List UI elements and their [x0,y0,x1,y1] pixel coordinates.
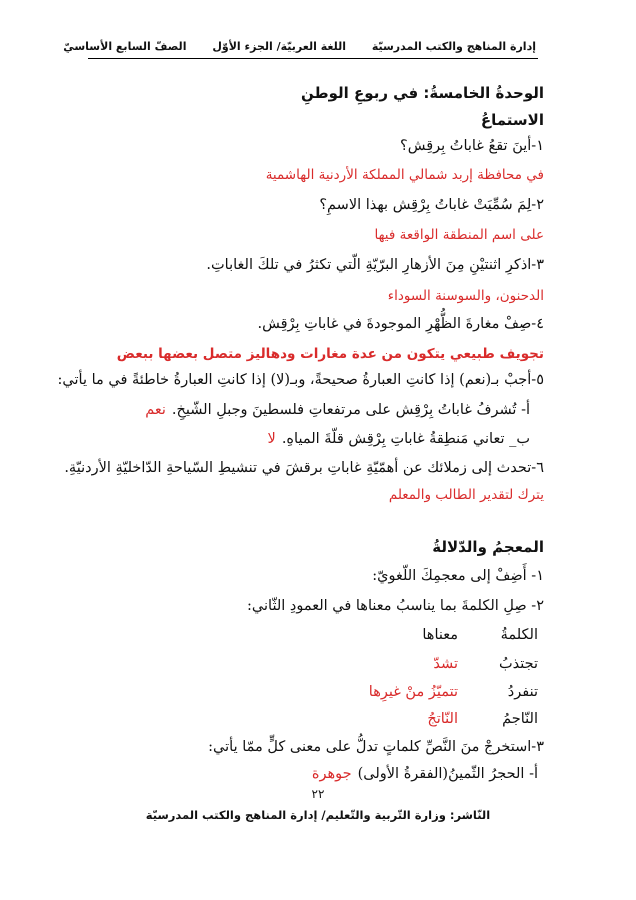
table-row-1-word: تجتذبُ [498,656,538,672]
question-3a-text: أ- الحجرُ الثّمينُ(الفقرةُ الأولى) [357,766,538,782]
table-row-3-word: النّاجمُ [502,711,538,727]
page-footer: النّاشر: وزارة التّربية والتّعليم/ إدارة المناهج والكتب المدرسيّة [145,808,491,822]
table-row-1-meaning: تشدّ [433,656,458,672]
lexicon-question-3a [312,766,538,782]
table-header-word: الكلمةُ [500,627,538,643]
page-header [63,40,536,53]
listening-answer-6: يترك لتقدير الطالب والمعلم [388,487,544,503]
question-5b-text: ب_ تعاني مَنطِقةُ غاباتِ بِرْقِش قلّةَ المياهِ. [281,431,530,447]
header-divider [88,58,538,59]
listening-question-3: ٣-اذكرِ اثنتيْنِ مِنَ الأزهارِ البرّيّةِ الّتي تكثرُ في تلكَ الغاباتِ. [206,257,544,273]
listening-answer-2: على اسم المنطقة الواقعة فيها [374,227,544,243]
listening-question-2: ٢-لِمَ سُمِّيَتْ غاباتُ بِرْقِش بهذا الاسمِ؟ [319,197,544,213]
table-row-2-word: تنفردُ [507,684,538,700]
header-grade: الصفّ السابع الأساسيّ [63,40,187,53]
listening-question-5: ٥-أجبْ بـ(نعم) إذا كانتِ العبارةُ صحيحةً، وبـ(لا) إذا كانتِ العبارةُ خاطئةً في ما يأتي: [57,372,544,388]
listening-question-4: ٤-صِفْ مغارةَ الظُّهْرِ الموجودةَ في غاباتِ بِرْقِش. [257,316,544,332]
table-header-meaning: معناها [422,627,458,643]
listening-question-5b [268,431,530,447]
listening-question-5a [145,402,530,418]
question-3a-answer: جوهرة [311,766,352,782]
unit-title: الوحدةُ الخامسةُ: في ربوعِ الوطنِ [301,84,544,102]
header-publisher: إدارة المناهج والكتب المدرسيّة [371,40,536,53]
table-row-3-meaning: النّاتجُ [427,711,458,727]
question-5a-answer: نعم [145,402,166,418]
lexicon-question-1: ١- أَضِفْ إلى معجمِكَ اللّغويّ: [372,568,544,584]
listening-answer-1: في محافظة إربد شمالي المملكة الأردنية الهاشمية [265,167,544,183]
lexicon-question-2: ٢- صِلِ الكلمةَ بما يناسبُ معناها في العمودِ الثّاني: [247,598,544,614]
lexicon-question-3: ٣-استخرجْ منَ النَّصِّ كلماتٍ تدلُّ على معنى كلٍّ ممّا يأتي: [208,739,544,755]
question-5a-text: أ- تُشرفُ غاباتُ بِرْقِش على مرتفعاتِ فلسطينَ وجبلِ الشّيخِ. [171,402,530,418]
question-5b-answer: لا [267,431,276,447]
listening-answer-4: تجويف طبيعي يتكون من عدة مغارات ودهاليز متصل بعضها ببعض [116,346,544,362]
listening-question-1: ١-أينَ تقعُ غاباتُ بِرقِش؟ [400,138,544,154]
table-row-2-meaning: تتميّزُ منْ غيرِها [368,684,458,700]
listening-heading: الاستماعُ [480,111,544,129]
lexicon-heading: المعجمُ والدّلالةُ [432,538,544,556]
header-subject: اللغة العربيّة/ الجزء الأوّل [212,40,346,53]
listening-answer-3: الدحنون، والسوسنة السوداء [387,288,544,304]
page-number: ٢٢ [311,787,325,801]
listening-question-6: ٦-تحدث إلى زملائك عن أهمّيّةِ غاباتِ برقشَ في تنشيطِ السّياحةِ الدّاخليّةِ الأردنيّةِ. [64,460,544,476]
